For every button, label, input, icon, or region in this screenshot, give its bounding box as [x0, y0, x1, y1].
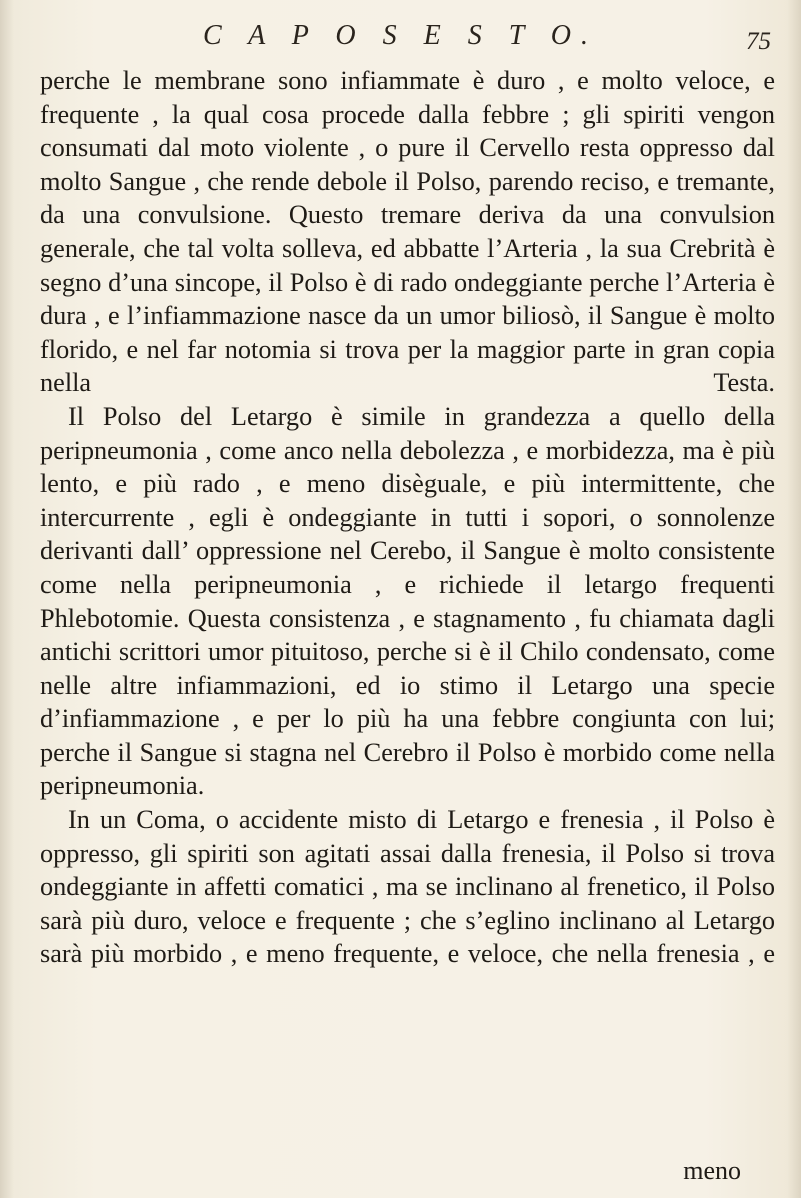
page-edge-shadow-right — [787, 0, 801, 1198]
page-edge-shadow-left — [0, 0, 14, 1198]
catchword-line — [0, 1156, 801, 1190]
running-head: C A P O S E S T O. — [203, 20, 598, 51]
page-header — [0, 14, 801, 68]
paragraph-1: perche le membrane sono infiammate è duro , e molto veloce, e frequente , la qual cosa procede dalla febbre ; gli spiriti vengon consumati dal moto violente , o pure il Cervello resta oppresso dal molto Sangue , che rende debole il Polso, parendo reciso, e tremante, da una convulsione. Questo tremare deriva da una convulsion generale, che tal volta solleva, ed abbatte l’Arteria , la sua Crebrità è segno d’una sincope, il Polso è di rado ondeggiante perche l’Arteria è dura , e l’infiammazione nasce da un umor biliosò, il Sangue è molto florido, e nel far notomia si trova per la maggior parte in gran copia nella Testa. — [40, 66, 775, 398]
body-text — [40, 64, 775, 971]
paragraph-2: Il Polso del Letargo è simile in grandezza a quello della peripneumonia , come anco nella debolezza , e morbidezza, ma è più lento, e più rado , e meno disèguale, e più intermittente, che intercurrente , egli è ondeggiante in tutti i sopori, o sonnolenze derivanti dall’ oppressione nel Cerebo, il Sangue è molto consistente come nella peripneumonia , e richiede il letargo frequenti Phlebotomie. Questa consistenza , e stagnamento , fu chiamata dagli antichi scrittori umor pituitoso, perche si è il Chilo condensato, come nelle altre infiammazioni, ed io stimo il Letargo una specie d’infiammazione , e per lo più ha una febbre congiunta con lui; perche il Sangue si stagna nel Cerebro il Polso è morbido come nella peripneumonia. — [40, 401, 775, 801]
catchword: meno — [683, 1156, 741, 1185]
page-number: 75 — [746, 28, 771, 55]
paragraph-3: In un Coma, o accidente misto di Letargo e frenesia , il Polso è oppresso, gli spiriti son agitati assai dalla frenesia, il Polso si trova ondeggiante in affetti comatici , ma se inclinano al frenetico, il Polso sarà più duro, veloce e frequente ; che s’eglino inclinano al Letargo sarà più morbido , e meno frequente, e veloce, che nella frenesia , e — [40, 805, 775, 969]
